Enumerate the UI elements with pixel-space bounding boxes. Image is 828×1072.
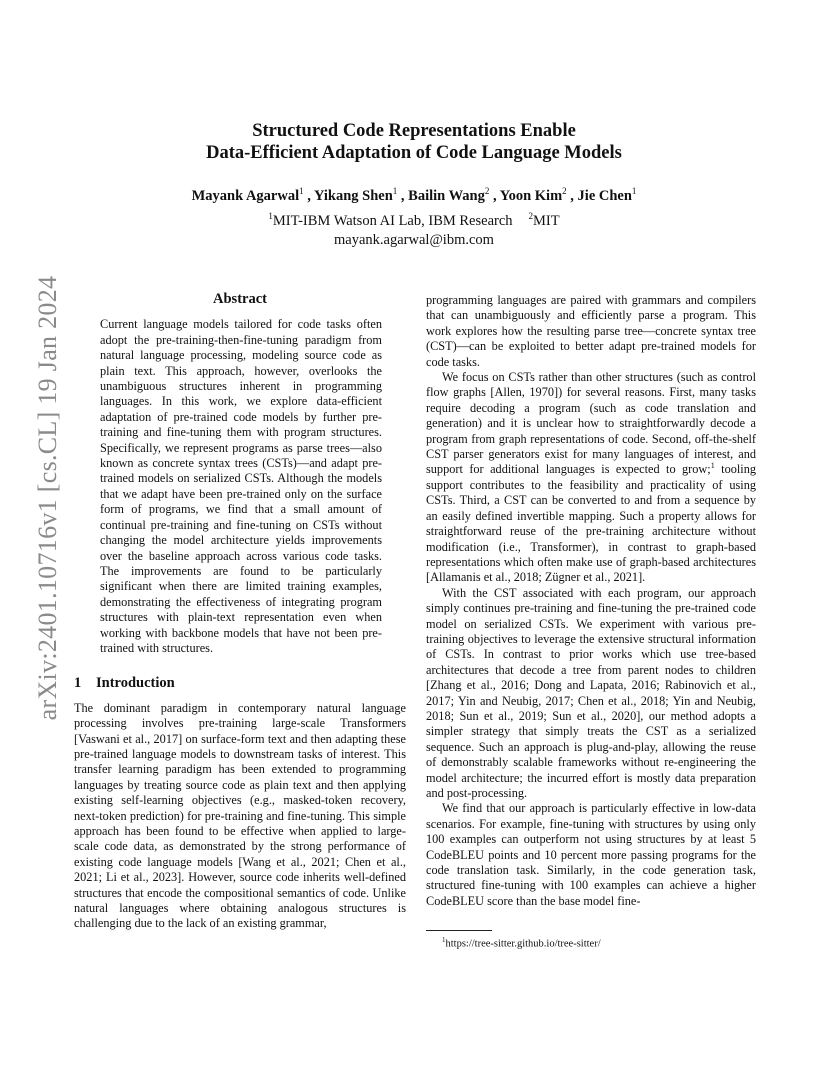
affiliation-mark: 1 [392, 186, 398, 196]
affiliation-mark: 1 [631, 186, 637, 196]
arxiv-identifier: arXiv:2401.10716v1 [cs.CL] 19 Jan 2024 [33, 275, 62, 721]
right-column [426, 293, 756, 909]
abstract-body [100, 317, 382, 656]
abstract-text: Current language models tailored for code tasks often adopt the pre-training-then-fine-tuning paradigm from natural language processing, modeling source code as plain text. This approach, however, overlooks the unambiguous structures inherent in programming languages. In this work, we explore data-efficient adaptation of pre-trained code models by further pre-training and fine-tuning them with program structures. Specifically, we represent programs as parse trees—also known as concrete syntax trees (CSTs)—and adapt pre-trained models on serialized CSTs. Although the models that we adapt have been pre-trained only on the surface form of programs, we find that a small amount of continual pre-training and fine-tuning on CSTs without changing the model architecture yields improvements over the baseline approach across various code tasks. The improvements are found to be particularly significant when there are limited training examples, demonstrating the effectiveness of integrating program structures with plain-text representation even when working with backbone models that have not been pre-trained with structures. [100, 317, 382, 655]
footnote-link[interactable]: https://tree-sitter.github.io/tree-sitter/ [445, 938, 601, 950]
author-name: Yoon Kim [499, 187, 563, 204]
footnote-mark: 1 [442, 936, 446, 944]
author-list: Mayank Agarwal$^1$ , Yikang Shen$^1$ , Bailin Wang$^2$ , Yoon Kim$^2$ , Jie Chen$^1$ [191, 186, 637, 204]
paragraph-text: tooling support contributes to the feasibility and practicality of using CSTs. Third, a CST can be converted to and from a sequence by an easily defined invertible mapping. Such a property allows for straightforward reuse of the pre-training architecture without modification (i.e., Transformer), in contrast to graph-based representations which often make use of graph-based architectures [Allamanis et al., 2018; Zügner et al., 2021]. [426, 462, 756, 585]
affiliation-mark: 1 [299, 186, 304, 196]
affiliation-name: MIT-IBM Watson AI Lab, IBM Research [272, 212, 513, 229]
author-name: Mayank Agarwal [191, 187, 300, 204]
section-heading [74, 676, 406, 691]
paragraph: The dominant paradigm in contemporary natural language processing involves pre-training large-scale Transformers [Vaswani et al., 2017] on surface-form text and then adapting these pre-trained language models to downstream tasks of interest. This transfer learning paradigm has been extended to programming languages by treating source code as plain text and then applying existing self-learning objectives (e.g., masked-token recovery, next-token prediction) for pre-training and fine-tuning. This simple approach has been found to be effective when applied to large-scale code data, as demonstrated by the strong performance of existing code language models [Wang et al., 2021; Chen et al., 2021; Li et al., 2023]. However, source code inherits well-defined structures that encode the compositional semantics of code. Unlike natural languages where obtaining analogous structures is challenging due to the lack of an existing grammar, [74, 700, 406, 931]
affiliation-name: MIT [533, 212, 560, 229]
title-line-2: Data-Efficient Adaptation of Code Language Models [206, 143, 622, 163]
section-number: 1 [74, 675, 82, 692]
abstract-heading: Abstract [213, 291, 267, 307]
paper-title [0, 120, 828, 164]
affiliation-mark: 2 [562, 186, 567, 196]
section-title: Introduction [96, 675, 175, 692]
author-name: Yikang Shen [313, 187, 393, 204]
left-column [74, 292, 406, 932]
footnote-marker: 1 [710, 461, 715, 471]
paragraph: With the CST associated with each program, our approach simply continues pre-training and fine-tuning the pre-trained code model on serialized CSTs. We experiment with various pre-training objectives to leverage the extensive structural information of CSTs. In contrast to prior works which use tree-based architectures that decode a tree from parent nodes to children [Zhang et al., 2016; Dong and Lapata, 2016; Rabinovich et al., 2017; Yin and Neubig, 2017; Chen et al., 2018; Yin and Neubig, 2018; Sun et al., 2019; Sun et al., 2020], our method adopts a simpler strategy that simply treats the CST as a serialized sequence. Such an approach is plug-and-play, allowing the reuse of demonstrably scalable frameworks without re-engineering the model architecture; the incurred effort is mostly data preparation and post-processing. [426, 585, 756, 800]
paragraph: We find that our approach is particularly effective in low-data scenarios. For example, fine-tuning with structures by using only 100 examples can outperform not using structures by at least 5 CodeBLEU points and 10 percent more passing programs for the code translation task. Similarly, in the code generation task, structured fine-tuning with 100 examples can achieve a higher CodeBLEU score than the base model fine- [426, 801, 756, 908]
title-line-1: Structured Code Representations Enable [252, 121, 576, 141]
author-name: Jie Chen [577, 187, 632, 204]
paragraph: programming languages are paired with grammars and compilers that can unambiguously and efficiently parse a program. This work explores how the resulting parse tree—concrete syntax tree (CST)—can be exploited to better adapt pre-trained models for code tasks. [426, 293, 756, 369]
affiliation-mark: 1 [268, 211, 273, 221]
contact-email: mayank.agarwal@ibm.com [334, 232, 494, 248]
affiliations [0, 211, 828, 230]
author-name: Bailin Wang [408, 187, 485, 204]
paragraph [426, 370, 756, 586]
footnote-area [426, 930, 756, 951]
footnote-rule [426, 930, 492, 931]
footnote [426, 934, 756, 951]
affiliation-mark: 2 [484, 186, 490, 196]
affiliation-mark: 2 [528, 211, 534, 221]
paragraph-text: We focus on CSTs rather than other structures (such as control flow graphs [Allen, 1970]) for several reasons. First, many tasks require decoding a program (such as code translation and generation) and it is unclear how to straightforwardly decode a program from graph representations of code. Second, off-the-shelf CST parser generators exist for many languages of interest, and support for additional languages is expected to grow; [426, 370, 756, 477]
